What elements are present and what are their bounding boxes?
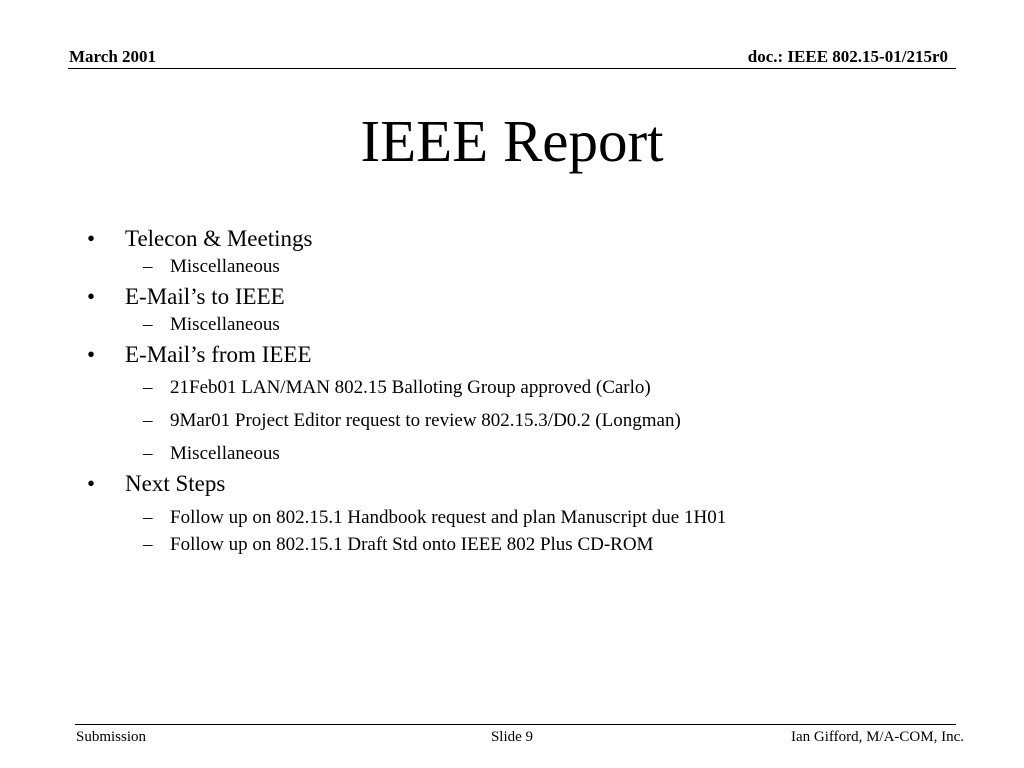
sub-bullet-text: Miscellaneous: [170, 256, 280, 277]
sub-bullet-text: Follow up on 802.15.1 Handbook request and plan Manuscript due 1H01: [170, 507, 727, 528]
bullet-text: E-Mail’s from IEEE: [125, 342, 312, 367]
bullet-text: Next Steps: [125, 471, 226, 496]
sub-bullet-item: [143, 410, 681, 432]
sub-bullet-text: Miscellaneous: [170, 443, 280, 464]
bullet-text: E-Mail’s to IEEE: [125, 284, 285, 309]
bullet-item: [87, 471, 226, 497]
footer-submission: Submission: [76, 729, 147, 745]
footer-author: Ian Gifford, M/A-COM, Inc.: [790, 729, 964, 745]
dash-marker: –: [143, 314, 153, 335]
header-date: March 2001: [69, 47, 157, 66]
dash-marker: –: [143, 443, 153, 464]
sub-bullet-item: [143, 443, 280, 465]
dash-marker: –: [143, 507, 153, 528]
bullet-text: Telecon & Meetings: [125, 226, 313, 251]
bullet-marker: •: [87, 471, 96, 496]
sub-bullet-item: [143, 256, 280, 278]
sub-bullet-item: [143, 377, 651, 399]
sub-bullet-item: [143, 534, 654, 556]
bullet-marker: •: [87, 342, 96, 367]
sub-bullet-item: [143, 507, 727, 529]
sub-bullet-text: Follow up on 802.15.1 Draft Std onto IEEE 802 Plus CD-ROM: [170, 534, 654, 555]
dash-marker: –: [143, 256, 153, 277]
sub-bullet-item: [143, 314, 280, 336]
dash-marker: –: [143, 534, 153, 555]
sub-bullet-text: 21Feb01 LAN/MAN 802.15 Balloting Group approved (Carlo): [170, 377, 651, 398]
sub-bullet-text: 9Mar01 Project Editor request to review 802.15.3/D0.2 (Longman): [170, 410, 681, 431]
bullet-item: [87, 342, 312, 368]
footer-divider: [75, 724, 956, 725]
slide-title: IEEE Report: [360, 108, 664, 174]
sub-bullet-text: Miscellaneous: [170, 314, 280, 335]
bullet-marker: •: [87, 226, 96, 251]
bullet-item: [87, 226, 313, 252]
dash-marker: –: [143, 410, 153, 431]
dash-marker: –: [143, 377, 153, 398]
footer-slide-number: Slide 9: [490, 729, 534, 745]
bullet-marker: •: [87, 284, 96, 309]
bullet-item: [87, 284, 285, 310]
header-doc-id: doc.: IEEE 802.15-01/215r0: [747, 47, 948, 66]
